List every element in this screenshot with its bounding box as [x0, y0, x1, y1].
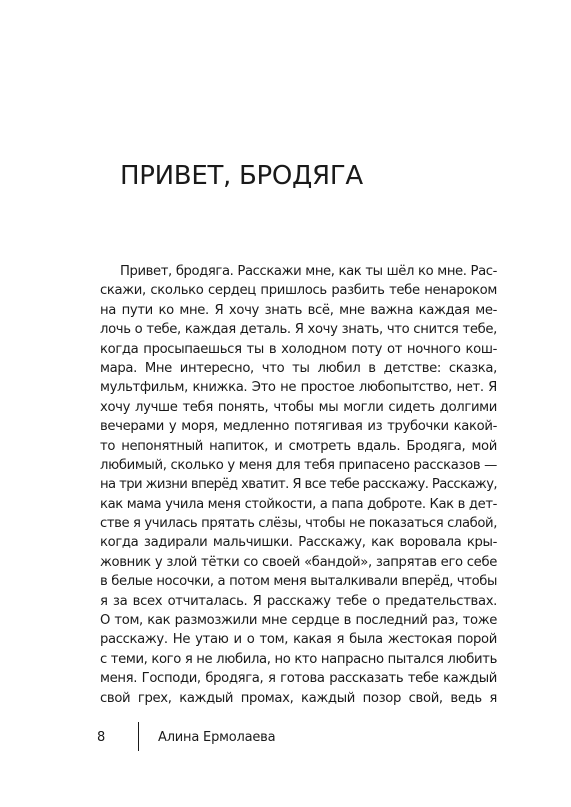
footer-divider	[138, 722, 139, 751]
text-line: любимый, сколько у меня для тебя припасено рассказов —	[100, 457, 497, 473]
text-line: в белые носочки, а потом меня выталкивали вперёд, чтобы	[100, 574, 497, 590]
text-line: жовник у злой тётки со своей «бандой», запрятав его себе	[100, 554, 497, 570]
text-line: то непонятный напиток, и смотреть вдаль. Бродяга, мой	[100, 438, 497, 454]
text-line: меня. Господи, бродяга, я готова рассказать тебе каждый	[100, 671, 497, 687]
text-line: мультфильм, книжка. Это не простое любопытство, нет. Я	[100, 380, 497, 396]
text-line: свой грех, каждый промах, каждый позор свой, ведь я	[100, 690, 497, 706]
text-line: стве я училась прятать слёзы, чтобы не показаться слабой,	[100, 516, 497, 532]
text-line: на пути ко мне. Я хочу знать всё, мне важна каждая ме-	[100, 302, 497, 318]
page-footer	[0, 722, 571, 752]
text-line: когда задирали мальчишки. Расскажу, как воровала кры-	[100, 535, 497, 551]
body-text	[100, 262, 497, 708]
text-line: вечерами у моря, медленно потягивая из трубочки какой-	[100, 419, 497, 435]
text-line: Привет, бродяга. Расскажи мне, как ты шёл ко мне. Рас-	[120, 264, 497, 279]
text-line: мара. Мне интересно, что ты любил в детстве: сказка,	[100, 360, 497, 376]
text-line: на три жизни вперёд хватит. Я все тебе расскажу. Расскажу,	[100, 477, 497, 493]
author-name: Алина Ермолаева	[158, 730, 276, 745]
text-line: я за всех отчиталась. Я расскажу тебе о предательствах.	[100, 593, 497, 609]
text-line: когда просыпаешься ты в холодном поту от ночного кош-	[100, 341, 497, 357]
text-line: скажи, сколько сердец пришлось разбить тебе ненароком	[100, 283, 497, 299]
text-line: с теми, кого я не любила, но кто напрасно пытался любить	[100, 651, 497, 667]
page-number: 8	[97, 730, 106, 745]
text-line: О том, как размозжили мне сердце в последний раз, тоже	[100, 613, 497, 629]
text-line: лочь о тебе, каждая деталь. Я хочу знать, что снится тебе,	[100, 322, 497, 338]
chapter-title: ПРИВЕТ, БРОДЯГА	[120, 161, 363, 191]
text-line: хочу лучше тебя понять, чтобы мы могли сидеть долгими	[100, 399, 497, 415]
text-line: расскажу. Не утаю и о том, какая я была жестокая порой	[100, 632, 497, 648]
text-line: как мама учила меня стойкости, а папа доброте. Как в дет-	[100, 496, 497, 512]
